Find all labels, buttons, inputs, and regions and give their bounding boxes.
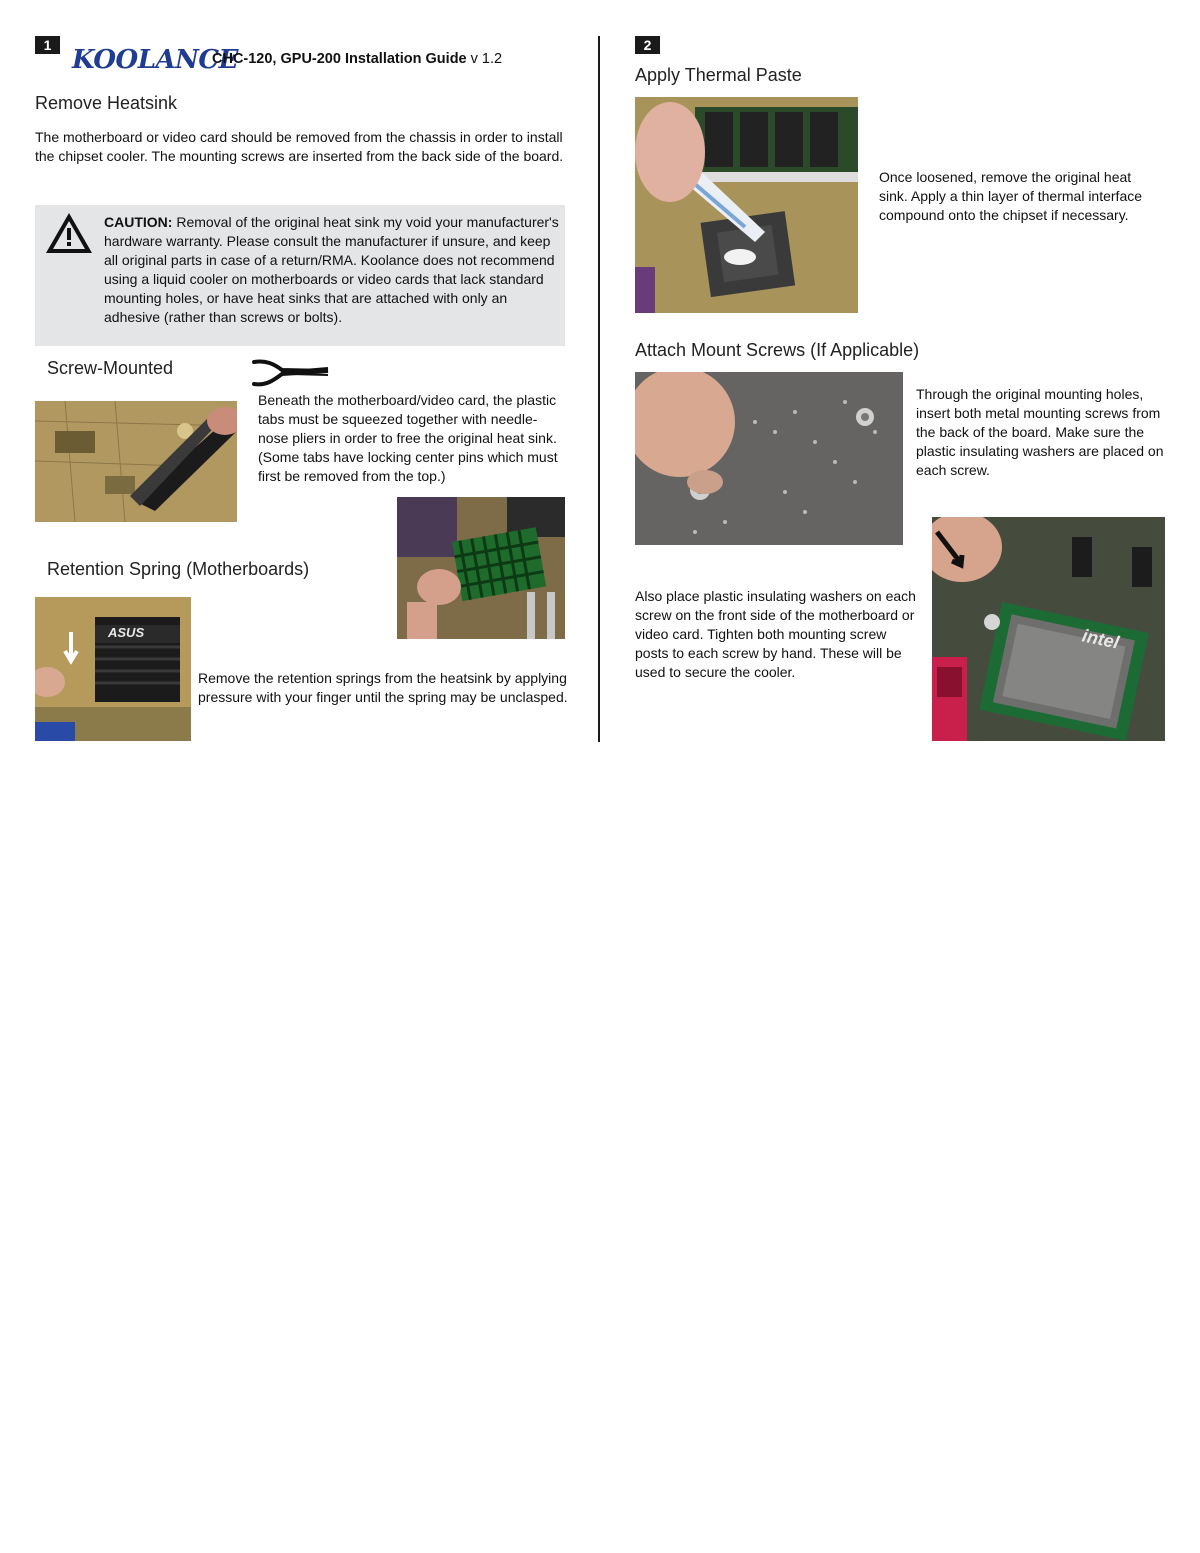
mount-screws-back-photo <box>635 372 903 545</box>
caution-body: Removal of the original heat sink my void your manufacturer's hardware warranty. Please consult the manufacturer if unsure, and keep all original parts in case of a return/RMA. Koolance does not recommend using a liquid cooler on motherboards or video cards that lack standard mounting holes, or have heat sinks that are attached with only an adhesive (rather than screws or bolts). <box>104 214 559 325</box>
step-number-1: 1 <box>35 36 60 54</box>
step-number-2: 2 <box>635 36 660 54</box>
koolance-logo: KOOLANCE <box>72 45 238 75</box>
thermal-paste-title: Apply Thermal Paste <box>635 65 802 85</box>
pliers-photo <box>35 401 237 522</box>
intel-chip-photo <box>932 517 1165 741</box>
header-guide: Installation Guide <box>344 51 467 67</box>
warning-icon <box>44 211 94 255</box>
green-heatsink-photo <box>397 497 565 639</box>
mount-screws-body-1: Through the original mounting holes, insert both metal mounting screws from the back of the board. Make sure the plastic insulating washers are placed on each screw. <box>916 386 1164 478</box>
header-version: v 1.2 <box>470 51 503 67</box>
column-divider <box>598 36 600 742</box>
asus-label: ASUS <box>108 625 145 640</box>
screw-mounted-title: Screw-Mounted <box>47 358 174 378</box>
remove-heatsink-title: Remove Heatsink <box>35 93 178 113</box>
screw-mounted-body: Beneath the motherboard/video card, the plastic tabs must be squeezed together with needle-nose pliers in order to free the original heat sink. (Some tabs have locking center pins which must first be removed from the top.) <box>258 392 558 484</box>
header-models: CHC-120, GPU-200 <box>212 51 341 67</box>
intel-label: intel <box>1080 625 1121 653</box>
caution-text <box>104 213 559 326</box>
retention-spring-body: Remove the retention springs from the heatsink by applying pressure with your finger until the spring may be unclasped. <box>198 670 568 705</box>
pliers-icon <box>252 358 330 388</box>
remove-heatsink-body: The motherboard or video card should be removed from the chassis in order to install the chipset cooler. The mounting screws are inserted from the back side of the board. <box>35 129 564 164</box>
mount-screws-body-2: Also place plastic insulating washers on each screw on the front side of the motherboard or video card. Tighten both mounting screw posts to each screw by hand. These will be used to secure the cooler. <box>635 588 916 680</box>
retention-spring-title: Retention Spring (Motherboards) <box>47 559 310 579</box>
thermal-paste-body: Once loosened, remove the original heat sink. Apply a thin layer of thermal interface compound onto the chipset if necessary. <box>879 169 1143 223</box>
guide-header <box>212 51 502 67</box>
mount-screws-title: Attach Mount Screws (If Applicable) <box>635 340 920 360</box>
caution-label: CAUTION: <box>104 214 173 230</box>
caution-box <box>35 205 565 346</box>
thermal-paste-photo <box>635 97 858 313</box>
asus-heatsink-photo <box>35 597 191 741</box>
